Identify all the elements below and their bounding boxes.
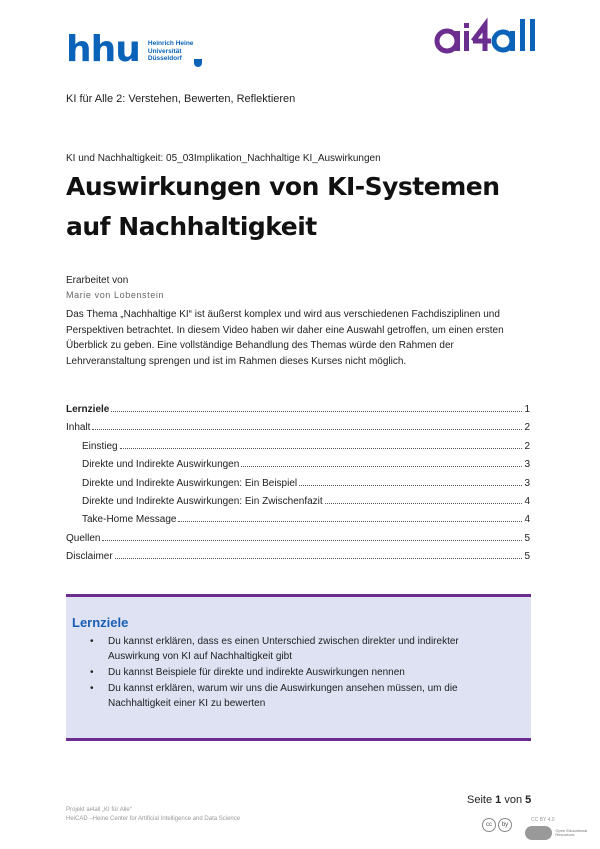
by-icon: by (498, 818, 512, 832)
ai4all-logo-i-dot (464, 23, 469, 28)
license-label: CC BY 4.0 (531, 817, 555, 823)
ai4all-logo (433, 15, 545, 59)
cc-icon: cc (482, 818, 496, 832)
ai4all-logo-a1 (437, 31, 457, 51)
bullet-icon: • (90, 683, 94, 694)
ai4all-logo-a1-stem (455, 31, 460, 51)
toc-entry-disclaimer[interactable]: Disclaimer 5 (66, 551, 530, 563)
toc-entry-inhalt[interactable]: Inhalt 2 (66, 422, 530, 434)
ai4all-logo-l1 (520, 19, 525, 51)
toc-entry-einstieg[interactable]: Einstieg 2 (82, 440, 530, 452)
hhu-logo-dot (194, 59, 202, 67)
author-label: Erarbeitet von (66, 275, 129, 286)
learning-goals-box (66, 594, 531, 741)
page-number: Seite 1 von 5 (467, 794, 532, 806)
table-of-contents (66, 401, 530, 567)
ai4all-logo-l2 (530, 19, 535, 51)
toc-entry-zwischenfazit[interactable]: Direkte und Indirekte Auswirkungen: Ein Zwischenfazit 4 (82, 495, 530, 507)
learning-goals-list (86, 634, 506, 712)
hhu-logo (66, 30, 193, 70)
toc-entry-beispiel[interactable]: Direkte und Indirekte Auswirkungen: Ein Beispiel 3 (82, 477, 530, 489)
intro-paragraph: Das Thema „Nachhaltige KI“ ist äußerst komplex und wird aus verschiedenen Fachdisziplinen und Perspektiven betrachtet. In diesem Video haben wir daher eine Auswahl getroffen, um einen ersten Überblick zu geben. Eine vollständige Behandlung des Themas würde den Rahmen der Lehrveranstaltung sprengen und ist im Rahmen dieses Kurses nicht möglich. (66, 309, 504, 367)
learning-goal-item: • Du kannst Beispiele für direkte und indirekte Auswirkungen nennen (90, 667, 405, 678)
toc-entry-take-home[interactable]: Take-Home Message 4 (82, 514, 530, 526)
series-subtitle: KI für Alle 2: Verstehen, Bewerten, Reflektieren (66, 93, 296, 105)
bullet-icon: • (90, 667, 94, 678)
author-name: Marie von Lobenstein (66, 290, 165, 300)
oer-icon (525, 826, 552, 840)
university-name: Heinrich Heine Universität Düsseldorf (147, 40, 194, 62)
ai4all-logo-a2 (494, 32, 512, 50)
learning-goal-item: • Du kannst erklären, dass es einen Unterschied zwischen direkter und indirekter Auswirkung von KI auf Nachhaltigkeit gibt (90, 636, 459, 662)
bullet-icon: • (90, 636, 94, 647)
learning-goals-title: Lernziele (72, 615, 129, 630)
footer-project-info: Projekt ai4all „KI für Alle“ HeiCAD –Heine Center for Artificial Intelligence and Data Science (66, 807, 241, 822)
toc-entry-direkte-indirekte[interactable]: Direkte und Indirekte Auswirkungen 3 (82, 459, 530, 471)
ai4all-logo-a2-stem (510, 31, 515, 51)
oer-logo (525, 826, 600, 840)
ai4all-logo-four (473, 25, 491, 51)
ai4all-logo-i-stem (464, 31, 469, 51)
page-title: Auswirkungen von KI-Systemen auf Nachhaltigkeit (66, 172, 500, 241)
oer-label: Open Educational Resources (555, 827, 588, 837)
toc-entry-quellen[interactable]: Quellen 5 (66, 532, 530, 544)
ai4all-logo-alt: ai4all (433, 15, 436, 16)
course-reference: KI und Nachhaltigkeit: 05_03Implikation_Nachhaltige KI_Auswirkungen (66, 153, 381, 164)
cc-license-icon (482, 818, 512, 832)
toc-entry-lernziele[interactable]: Lernziele 1 (66, 404, 530, 415)
learning-goal-item: • Du kannst erklären, warum wir uns die Auswirkungen ansehen müssen, um die Nachhaltigkeit einer KI zu bewerten (90, 683, 458, 709)
hhu-logo-letters: hhu (66, 29, 140, 70)
